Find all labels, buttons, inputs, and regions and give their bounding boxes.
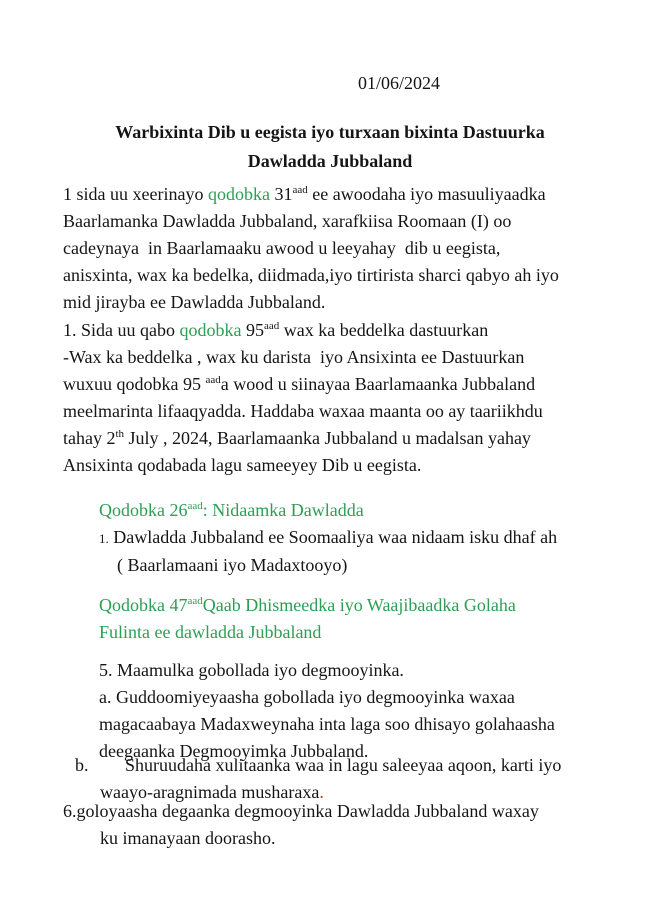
text-line: ( Baarlamaani iyo Madaxtooyo): [117, 555, 348, 575]
superscript-aad: aad: [205, 374, 221, 386]
text-line: Baarlamanka Dawladda Jubbaland, xarafkiisa Roomaan (I) oo: [63, 211, 512, 231]
section-qodobka-47: [99, 592, 516, 646]
list-item: 5. Maamulka gobollada iyo degmooyinka.: [99, 660, 404, 680]
list-item: 1. Dawladda Jubbaland ee Soomaaliya waa nidaam isku dhaf ah: [99, 527, 558, 547]
list-marker: b.: [75, 755, 89, 775]
green-keyword-qodobka: qodobka: [179, 320, 242, 340]
title-line-2: Dawladda Jubbaland: [247, 151, 413, 171]
document-date: 01/06/2024: [358, 73, 441, 93]
superscript-aad: aad: [187, 500, 203, 512]
list-item: a. Guddoomiyeyaasha gobollada iyo degmooyinka waxaa: [99, 687, 515, 707]
text-line: waayo-aragnimada musharaxa.: [100, 782, 324, 802]
text-line: -Wax ka beddelka , wax ku darista iyo Ansixinta ee Dastuurkan: [63, 347, 525, 367]
superscript-aad: aad: [292, 184, 308, 196]
text-line: magacaabaya Madaxweynaha inta laga soo dhisayo golahaasha: [99, 714, 555, 734]
text-line: wuxuu qodobka 95 $^{aad}$a wood u siinayaa Baarlamaanka Jubbaland: [63, 374, 536, 394]
section-heading-qodobka-26: Qodobka $26^{aad}$: Nidaamka Dawladda: [99, 500, 364, 520]
section-qodobka-26: [99, 497, 557, 579]
title-line-1: Warbixinta Dib u eegista iyo turxaan bixinta Dastuurka: [115, 122, 545, 142]
paragraph-wax-ka-beddelka: [63, 317, 543, 479]
text-line: cadeynaya in Baarlamaaku awood u leeyahay dib u eegista,: [63, 238, 501, 258]
list-item-6: [63, 798, 539, 852]
text-line: 1 sida uu xeerinayo qodobka $31^{aad}$ ee awoodaha iyo masuuliyaadka: [63, 184, 546, 204]
superscript-aad: aad: [264, 320, 280, 332]
superscript-th: th: [115, 428, 125, 440]
section-heading-qodobka-47: Qodobka $47^{aad}Qaab$ Dhismeedka iyo Waajibaadka Golaha: [99, 595, 516, 615]
text-line: 1. Sida uu qabo qodobka $95^{aad}$ wax ka beddelka dastuurkan: [63, 320, 489, 340]
text-line: deegaanka Degmooyimka Jubbaland.: [99, 741, 369, 761]
list-item: b. Shuruudaha xulitaanka waa in lagu saleeyaa aqoon, karti iyo: [75, 752, 561, 779]
text-line: mid jirayba ee Dawladda Jubbaland.: [63, 292, 326, 312]
list-marker: 1.: [99, 531, 109, 546]
text-line: tahay 2th July , 2024, Baarlamaanka Jubbaland u madalsan yahay: [63, 428, 531, 448]
section-heading-qodobka-47-line2: Fulinta ee dawladda Jubbaland: [99, 622, 322, 642]
paragraph-awoodaha: [63, 181, 559, 316]
text-line: meelmarinta lifaaqyadda. Haddaba waxaa maanta oo ay taariikhdu: [63, 401, 543, 421]
document-title: [0, 118, 660, 176]
list-item: 6.goloyaasha degaanka degmooyinka Dawladda Jubbaland waxay: [63, 801, 539, 821]
accent-period: .: [319, 782, 324, 802]
text-line: anisxinta, wax ka bedelka, diidmada,iyo tirtirista sharci qabyo ah iyo: [63, 265, 559, 285]
superscript-aad: aad: [187, 595, 203, 607]
text-line: ku imanayaan doorasho.: [100, 828, 276, 848]
green-keyword-qodobka: qodobka: [207, 184, 270, 204]
section-maamulka: [99, 657, 555, 765]
text-line: Ansixinta qodabada lagu sameeyey Dib u eegista.: [63, 455, 422, 475]
